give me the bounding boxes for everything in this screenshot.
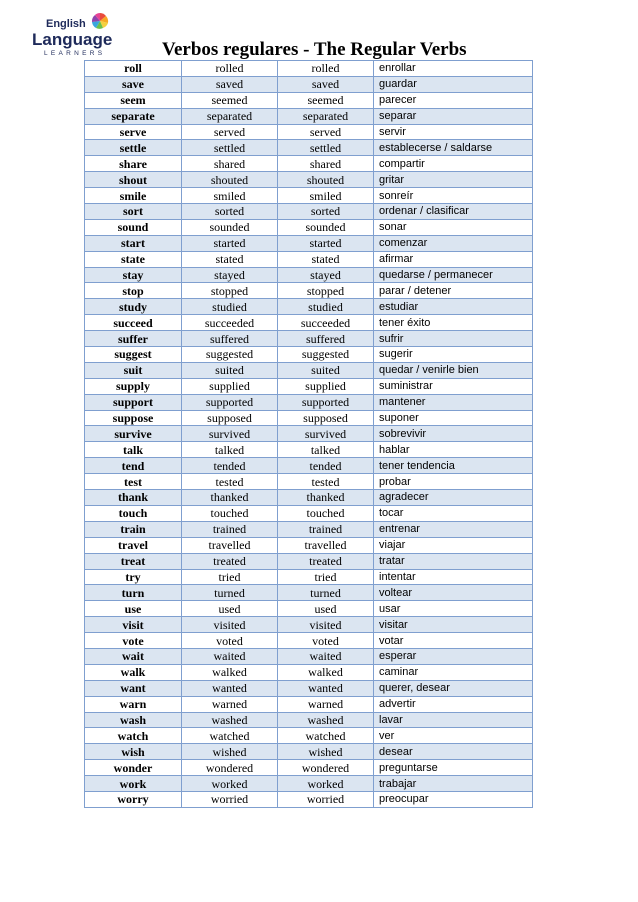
verb-participle-cell: smiled — [278, 188, 374, 204]
verb-past-cell: survived — [182, 426, 278, 442]
verb-past-cell: talked — [182, 442, 278, 458]
verb-participle-cell: thanked — [278, 490, 374, 506]
verb-spanish-cell: intentar — [374, 569, 533, 585]
table-row — [85, 299, 533, 315]
table-row — [85, 791, 533, 807]
table-row — [85, 521, 533, 537]
verb-past-cell: saved — [182, 76, 278, 92]
table-row — [85, 251, 533, 267]
verb-participle-cell: tended — [278, 458, 374, 474]
verb-spanish-cell: agradecer — [374, 490, 533, 506]
verb-spanish-cell: sonreír — [374, 188, 533, 204]
verb-spanish-cell: querer, desear — [374, 680, 533, 696]
table-row — [85, 617, 533, 633]
table-row — [85, 537, 533, 553]
verb-spanish-cell: mantener — [374, 394, 533, 410]
verb-base-cell: wash — [85, 712, 182, 728]
verb-participle-cell: wished — [278, 744, 374, 760]
verb-base-cell: train — [85, 521, 182, 537]
verb-participle-cell: supported — [278, 394, 374, 410]
verb-past-cell: smiled — [182, 188, 278, 204]
verb-base-cell: shout — [85, 172, 182, 188]
verb-past-cell: suited — [182, 362, 278, 378]
table-row — [85, 267, 533, 283]
table-row — [85, 378, 533, 394]
verb-spanish-cell: preocupar — [374, 791, 533, 807]
verb-past-cell: voted — [182, 633, 278, 649]
table-row — [85, 585, 533, 601]
verb-spanish-cell: voltear — [374, 585, 533, 601]
verb-participle-cell: worked — [278, 776, 374, 792]
verb-base-cell: worry — [85, 791, 182, 807]
verb-participle-cell: shared — [278, 156, 374, 172]
verbs-table-body — [85, 61, 533, 808]
verb-spanish-cell: entrenar — [374, 521, 533, 537]
verb-base-cell: visit — [85, 617, 182, 633]
verb-spanish-cell: comenzar — [374, 235, 533, 251]
table-row — [85, 283, 533, 299]
table-row — [85, 760, 533, 776]
verb-spanish-cell: suponer — [374, 410, 533, 426]
logo-line-learners: LEARNERS — [44, 50, 106, 57]
verbs-table — [84, 60, 533, 808]
verb-past-cell: wanted — [182, 680, 278, 696]
verb-spanish-cell: tener tendencia — [374, 458, 533, 474]
verb-past-cell: suffered — [182, 331, 278, 347]
table-row — [85, 235, 533, 251]
table-row — [85, 776, 533, 792]
table-row — [85, 680, 533, 696]
table-row — [85, 633, 533, 649]
verb-base-cell: suit — [85, 362, 182, 378]
verb-base-cell: support — [85, 394, 182, 410]
verb-participle-cell: stopped — [278, 283, 374, 299]
verb-participle-cell: watched — [278, 728, 374, 744]
verb-base-cell: share — [85, 156, 182, 172]
verb-past-cell: suggested — [182, 347, 278, 363]
verb-spanish-cell: enrollar — [374, 61, 533, 77]
verb-participle-cell: settled — [278, 140, 374, 156]
table-row — [85, 744, 533, 760]
verb-past-cell: supported — [182, 394, 278, 410]
verb-past-cell: stayed — [182, 267, 278, 283]
table-row — [85, 474, 533, 490]
verb-base-cell: turn — [85, 585, 182, 601]
verb-base-cell: vote — [85, 633, 182, 649]
verb-spanish-cell: establecerse / saldarse — [374, 140, 533, 156]
table-row — [85, 188, 533, 204]
verb-base-cell: survive — [85, 426, 182, 442]
verb-past-cell: travelled — [182, 537, 278, 553]
logo — [30, 12, 120, 62]
verb-base-cell: sound — [85, 219, 182, 235]
table-row — [85, 505, 533, 521]
verb-base-cell: watch — [85, 728, 182, 744]
verb-past-cell: washed — [182, 712, 278, 728]
verb-base-cell: start — [85, 235, 182, 251]
verb-participle-cell: washed — [278, 712, 374, 728]
verb-base-cell: state — [85, 251, 182, 267]
verb-participle-cell: shouted — [278, 172, 374, 188]
verb-spanish-cell: ver — [374, 728, 533, 744]
verb-base-cell: walk — [85, 664, 182, 680]
verb-participle-cell: turned — [278, 585, 374, 601]
table-row — [85, 347, 533, 363]
verb-past-cell: served — [182, 124, 278, 140]
verb-past-cell: wondered — [182, 760, 278, 776]
verb-base-cell: wait — [85, 648, 182, 664]
table-row — [85, 140, 533, 156]
verb-participle-cell: trained — [278, 521, 374, 537]
verb-past-cell: treated — [182, 553, 278, 569]
verb-past-cell: wished — [182, 744, 278, 760]
verb-base-cell: talk — [85, 442, 182, 458]
verb-spanish-cell: viajar — [374, 537, 533, 553]
verb-spanish-cell: afirmar — [374, 251, 533, 267]
table-row — [85, 108, 533, 124]
verb-participle-cell: stated — [278, 251, 374, 267]
table-row — [85, 331, 533, 347]
verb-spanish-cell: parar / detener — [374, 283, 533, 299]
verb-participle-cell: survived — [278, 426, 374, 442]
verb-spanish-cell: quedarse / permanecer — [374, 267, 533, 283]
verb-participle-cell: travelled — [278, 537, 374, 553]
verb-participle-cell: supposed — [278, 410, 374, 426]
verb-spanish-cell: visitar — [374, 617, 533, 633]
verb-base-cell: serve — [85, 124, 182, 140]
verb-spanish-cell: suministrar — [374, 378, 533, 394]
verb-participle-cell: visited — [278, 617, 374, 633]
table-row — [85, 728, 533, 744]
verb-past-cell: worked — [182, 776, 278, 792]
table-row — [85, 204, 533, 220]
verb-participle-cell: wanted — [278, 680, 374, 696]
verb-participle-cell: saved — [278, 76, 374, 92]
verb-spanish-cell: sonar — [374, 219, 533, 235]
verb-spanish-cell: quedar / venirle bien — [374, 362, 533, 378]
verb-past-cell: separated — [182, 108, 278, 124]
verb-base-cell: smile — [85, 188, 182, 204]
verb-participle-cell: waited — [278, 648, 374, 664]
verb-base-cell: test — [85, 474, 182, 490]
verb-base-cell: use — [85, 601, 182, 617]
verb-spanish-cell: gritar — [374, 172, 533, 188]
verb-spanish-cell: servir — [374, 124, 533, 140]
verb-participle-cell: succeeded — [278, 315, 374, 331]
verb-participle-cell: rolled — [278, 61, 374, 77]
verb-base-cell: treat — [85, 553, 182, 569]
verb-past-cell: used — [182, 601, 278, 617]
verb-past-cell: waited — [182, 648, 278, 664]
verb-spanish-cell: caminar — [374, 664, 533, 680]
table-row — [85, 394, 533, 410]
verb-base-cell: work — [85, 776, 182, 792]
verb-base-cell: suffer — [85, 331, 182, 347]
verb-base-cell: settle — [85, 140, 182, 156]
table-row — [85, 553, 533, 569]
verb-past-cell: warned — [182, 696, 278, 712]
verb-past-cell: succeeded — [182, 315, 278, 331]
verb-participle-cell: used — [278, 601, 374, 617]
verb-participle-cell: started — [278, 235, 374, 251]
verb-base-cell: save — [85, 76, 182, 92]
table-row — [85, 696, 533, 712]
verb-participle-cell: stayed — [278, 267, 374, 283]
table-row — [85, 219, 533, 235]
table-row — [85, 458, 533, 474]
table-row — [85, 156, 533, 172]
verb-base-cell: try — [85, 569, 182, 585]
page-title: Verbos regulares - The Regular Verbs — [162, 39, 467, 60]
verb-spanish-cell: desear — [374, 744, 533, 760]
verb-base-cell: supply — [85, 378, 182, 394]
verb-spanish-cell: votar — [374, 633, 533, 649]
verb-spanish-cell: sufrir — [374, 331, 533, 347]
table-row — [85, 410, 533, 426]
verb-past-cell: supplied — [182, 378, 278, 394]
verb-base-cell: suggest — [85, 347, 182, 363]
verb-participle-cell: worried — [278, 791, 374, 807]
verb-spanish-cell: separar — [374, 108, 533, 124]
verb-participle-cell: served — [278, 124, 374, 140]
verb-base-cell: tend — [85, 458, 182, 474]
verb-past-cell: trained — [182, 521, 278, 537]
verb-participle-cell: treated — [278, 553, 374, 569]
verb-spanish-cell: compartir — [374, 156, 533, 172]
verb-spanish-cell: esperar — [374, 648, 533, 664]
verb-past-cell: rolled — [182, 61, 278, 77]
verb-base-cell: sort — [85, 204, 182, 220]
verb-spanish-cell: guardar — [374, 76, 533, 92]
verb-base-cell: stay — [85, 267, 182, 283]
verb-past-cell: shouted — [182, 172, 278, 188]
verb-spanish-cell: preguntarse — [374, 760, 533, 776]
verb-past-cell: visited — [182, 617, 278, 633]
verb-past-cell: settled — [182, 140, 278, 156]
verb-spanish-cell: lavar — [374, 712, 533, 728]
verb-participle-cell: seemed — [278, 92, 374, 108]
verb-base-cell: study — [85, 299, 182, 315]
verb-past-cell: worried — [182, 791, 278, 807]
table-row — [85, 124, 533, 140]
verb-spanish-cell: tocar — [374, 505, 533, 521]
verb-base-cell: thank — [85, 490, 182, 506]
verb-base-cell: succeed — [85, 315, 182, 331]
verb-past-cell: seemed — [182, 92, 278, 108]
verb-base-cell: wish — [85, 744, 182, 760]
verb-past-cell: tended — [182, 458, 278, 474]
verb-spanish-cell: estudiar — [374, 299, 533, 315]
verb-base-cell: wonder — [85, 760, 182, 776]
verb-participle-cell: warned — [278, 696, 374, 712]
verb-participle-cell: studied — [278, 299, 374, 315]
table-row — [85, 172, 533, 188]
verb-participle-cell: tried — [278, 569, 374, 585]
verb-participle-cell: sounded — [278, 219, 374, 235]
table-row — [85, 61, 533, 77]
verb-base-cell: separate — [85, 108, 182, 124]
verb-base-cell: seem — [85, 92, 182, 108]
verb-participle-cell: tested — [278, 474, 374, 490]
verb-past-cell: touched — [182, 505, 278, 521]
verb-base-cell: stop — [85, 283, 182, 299]
table-row — [85, 315, 533, 331]
verb-spanish-cell: tener éxito — [374, 315, 533, 331]
table-row — [85, 648, 533, 664]
verb-past-cell: tried — [182, 569, 278, 585]
verb-participle-cell: suffered — [278, 331, 374, 347]
verb-spanish-cell: usar — [374, 601, 533, 617]
verb-past-cell: sounded — [182, 219, 278, 235]
table-row — [85, 442, 533, 458]
table-row — [85, 76, 533, 92]
verb-past-cell: stopped — [182, 283, 278, 299]
verb-spanish-cell: sobrevivir — [374, 426, 533, 442]
verb-participle-cell: suited — [278, 362, 374, 378]
table-row — [85, 490, 533, 506]
verb-spanish-cell: sugerir — [374, 347, 533, 363]
verb-participle-cell: walked — [278, 664, 374, 680]
verb-past-cell: studied — [182, 299, 278, 315]
verb-spanish-cell: tratar — [374, 553, 533, 569]
table-row — [85, 426, 533, 442]
table-row — [85, 92, 533, 108]
verb-past-cell: stated — [182, 251, 278, 267]
table-row — [85, 569, 533, 585]
verb-spanish-cell: trabajar — [374, 776, 533, 792]
verb-participle-cell: voted — [278, 633, 374, 649]
verb-past-cell: watched — [182, 728, 278, 744]
verb-base-cell: suppose — [85, 410, 182, 426]
verb-participle-cell: supplied — [278, 378, 374, 394]
verb-past-cell: thanked — [182, 490, 278, 506]
verb-past-cell: turned — [182, 585, 278, 601]
logo-line-language: Language — [32, 30, 113, 49]
verb-participle-cell: sorted — [278, 204, 374, 220]
verb-base-cell: travel — [85, 537, 182, 553]
verb-past-cell: tested — [182, 474, 278, 490]
verb-past-cell: supposed — [182, 410, 278, 426]
verb-spanish-cell: hablar — [374, 442, 533, 458]
verb-spanish-cell: ordenar / clasificar — [374, 204, 533, 220]
logo-line-english: English — [46, 18, 86, 30]
verb-base-cell: warn — [85, 696, 182, 712]
table-row — [85, 601, 533, 617]
verb-spanish-cell: probar — [374, 474, 533, 490]
verb-base-cell: touch — [85, 505, 182, 521]
verb-participle-cell: wondered — [278, 760, 374, 776]
verb-base-cell: want — [85, 680, 182, 696]
table-row — [85, 712, 533, 728]
verb-participle-cell: talked — [278, 442, 374, 458]
verb-spanish-cell: parecer — [374, 92, 533, 108]
verb-participle-cell: separated — [278, 108, 374, 124]
verb-past-cell: walked — [182, 664, 278, 680]
verb-past-cell: sorted — [182, 204, 278, 220]
verb-past-cell: started — [182, 235, 278, 251]
verb-participle-cell: suggested — [278, 347, 374, 363]
table-row — [85, 664, 533, 680]
verb-spanish-cell: advertir — [374, 696, 533, 712]
verb-participle-cell: touched — [278, 505, 374, 521]
verb-past-cell: shared — [182, 156, 278, 172]
verb-base-cell: roll — [85, 61, 182, 77]
table-row — [85, 362, 533, 378]
